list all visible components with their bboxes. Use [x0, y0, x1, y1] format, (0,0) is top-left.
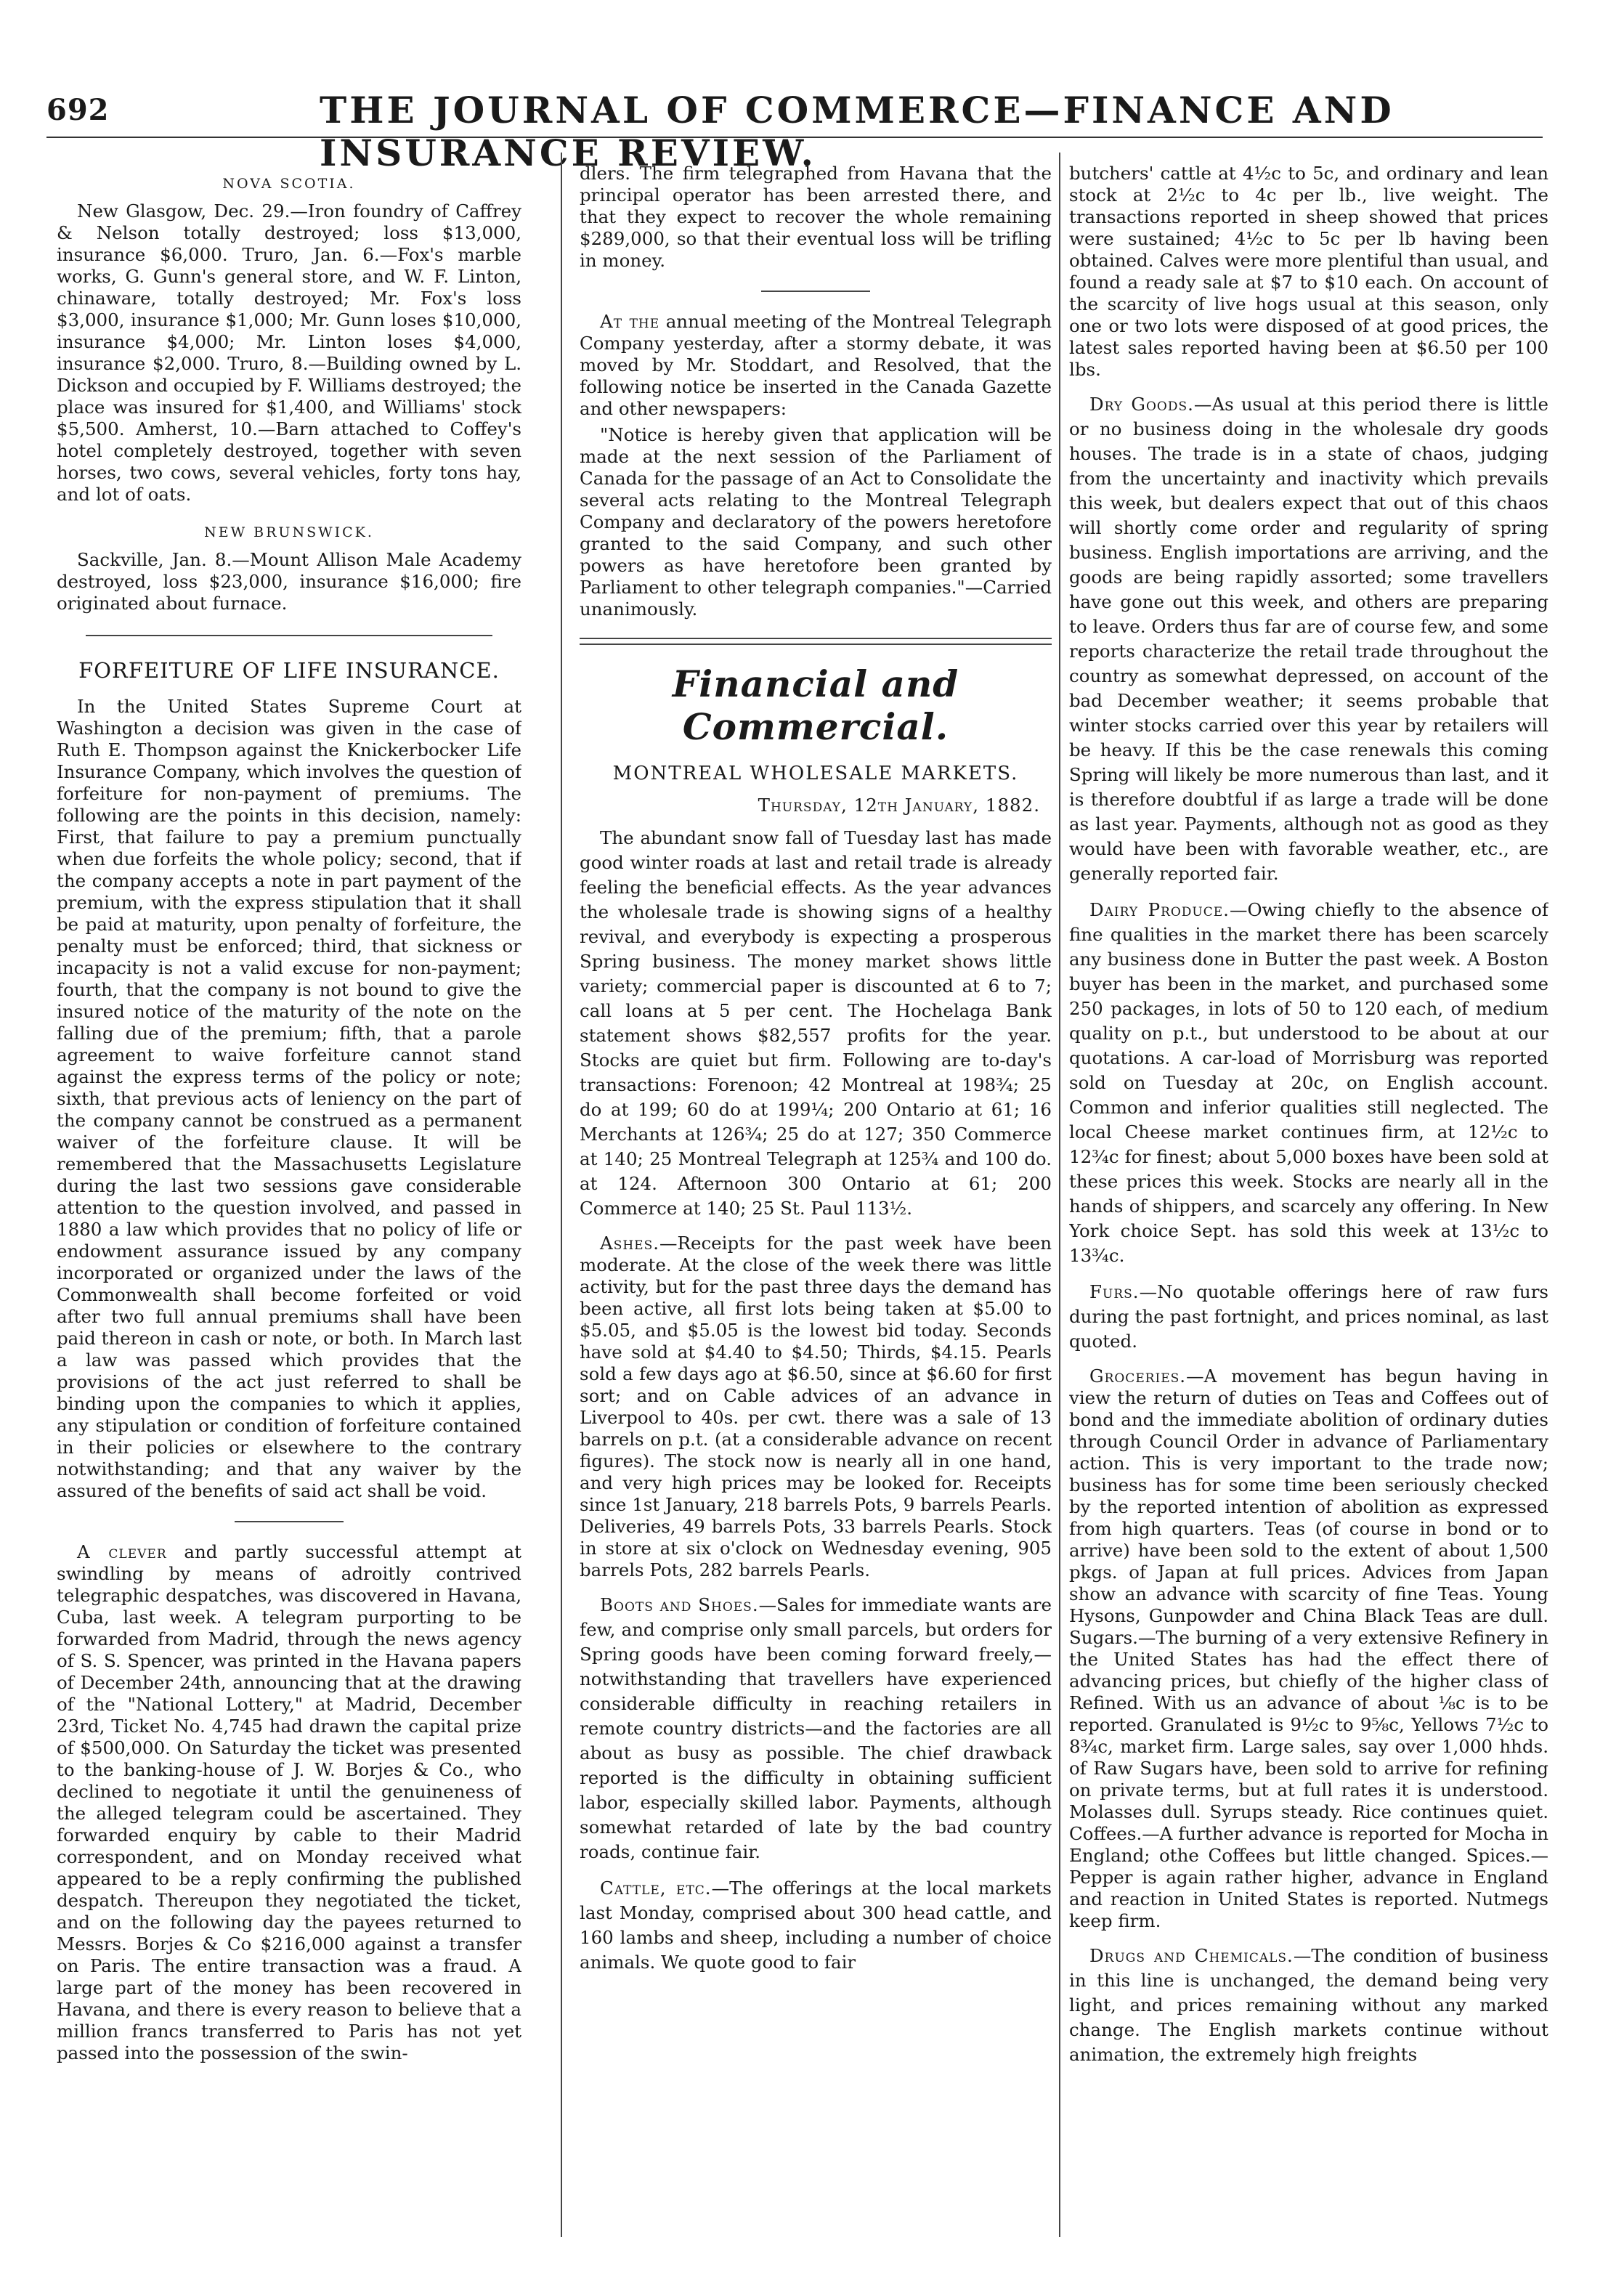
report-text: —Owing chiefly to the absence of fine qualities in the market there has been scarcely any business done in Butter the past week. A Boston buyer has been in the market, and purchased some 250 packages, in lots of 50 to 120 each, of medium quality on p.t., but understood to be about at our quotations. A car-load of Morrisburg was reported sold on Tuesday at 20c, on English account. Common and inferior qualities still neglected. The local Cheese market continues firm, at 12½c to 12¾c for finest; about 5,000 boxes have been sold at these prices this week. Stocks are nearly all in the hands of shippers, and scarcely any offering. In New York choice Sept. has sold this week at 13½c to 13¾c.	[1069, 899, 1548, 1266]
article-lead: A clever	[77, 1541, 167, 1562]
telegraph-meeting-article	[580, 311, 1052, 420]
column-2	[580, 163, 1052, 1975]
forfeiture-heading: FORFEITURE OF LIFE INSURANCE.	[78, 658, 500, 683]
column-rule	[561, 153, 562, 2237]
drugs-chemicals-report	[1069, 1944, 1548, 2067]
report-text: —As usual at this period there is little or no business doing in the wholesale dry goods houses. The trade is in a state of chaos, judging from the uncertainty and inactivity which prevails this week, but dealers expect that out of this chaos will shortly come order and regularity of spring business. English importations are arriving, and the goods are being rapidly assorted; some travellers have gone out this week, and others are preparing to leave. Orders thus far are of course few, and some reports characterize the retail trade throughout the country as somewhat depressed, on account of the bad December weather; it seems probable that winter stocks carried over this year by retailers will be heavy. If this be the case renewals this coming Spring will likely be more numerous than last, and it is therefore doubtful if as large a trade will be done as last year. Payments, although not as good as they would have been with favorable weather, etc., are generally reported fair.	[1069, 394, 1548, 884]
report-lead: Groceries.	[1089, 1365, 1187, 1387]
markets-intro: The abundant snow fall of Tuesday last has made good winter roads at last and retail trade is already feeling the beneficial effects. As the year advances the wholesale trade is showing signs of a healthy revival, and everybody is expecting a prosperous Spring business. The money market shows little variety; commercial paper is discounted at 6 to 7; call loans at 5 per cent. The Hochelaga Bank statement shows $82,557 profits for the year. Stocks are quiet but firm. Following are to-day's transactions: Forenoon; 42 Montreal at 198¾; 25 do at 199; 60 do at 199¼; 200 Ontario at 61; 16 Merchants at 126¾; 25 do at 127; 350 Commerce at 140; 25 Montreal Telegraph at 125¾ and 100 do. at 124. Afternoon 300 Ontario at 61; 200 Commerce at 140; 25 St. Paul 113½.	[580, 827, 1052, 1219]
running-head: THE JOURNAL OF COMMERCE—FINANCE AND INSURANCE REVIEW.	[320, 89, 1394, 174]
section-divider	[761, 291, 870, 292]
section-heading-nova-scotia: NOVA SCOTIA.	[222, 176, 356, 192]
groceries-report	[1069, 1365, 1548, 1932]
report-lead: Furs.	[1089, 1281, 1140, 1302]
report-text: —A movement has begun having in view the return of duties on Teas and Coffees out of bond and the immediate abolition of ordinary duties through Council Order in advance of Parliamentary action. This is very important to the trade now; business has for some time been seriously checked by the reported intention of abolition as expressed from high quarters. Teas (of course in bond or to arrive) have been sold to the extent of about 1,500 pkgs. of Japan at full prices. Advices from Japan show an advance with scarcity of fine Teas. Young Hysons, Gunpowder and China Black Teas are dull. Sugars.—The burning of a very extensive Refinery in the United States has had the effect there of advancing prices, but chiefly of the higher class of Refined. With us an advance of about ⅛c is to be reported. Granulated is 9½c to 9⅝c, Yellows 7½c to 8¾c, market firm. Large sales, say over 1,000 hhds. of Raw Sugars have, been sold to arrive for refining on private terms, but at full rates it is understood. Molasses dull. Syrups steady. Rice continues quiet. Coffees.—A further advance is reported for Mocha in England; othe Coffees but little changed. Spices.—Pepper is again rather higher, advance in England and reaction in United States is reported. Nutmegs keep firm.	[1069, 1365, 1548, 1931]
section-double-rule	[580, 638, 1052, 645]
article-text: and partly successful attempt at swindling by means of adroitly contrived telegraphic despatches, was discovered in Havana, Cuba, last week. A telegram purporting to be forwarded from Madrid, through the news agency of S. S. Spencer, was printed in the Havana papers of December 24th, announcing that at the drawing of the "National Lottery," at Madrid, December 23rd, Ticket No. 4,745 had drawn the capital prize of $500,000. On Saturday the ticket was presented to the banking-house of J. W. Borjes & Co., who declined to negotiate it until the genuineness of the alleged telegram could be ascertained. They forwarded enquiry by cable to their Madrid correspondent, and on Monday received what appeared to be a reply confirming the published despatch. Thereupon they negotiated the ticket, and on the following day the payees returned to Messrs. Borjes & Co $216,000 against a transfer on Paris. The entire transaction was a fraud. A large part of the money has been recovered in Havana, and there is every reason to believe that a million francs transferred to Paris has not yet passed into the possession of the swin-	[57, 1541, 521, 2063]
report-lead: Ashes.	[600, 1233, 660, 1254]
report-lead: Boots and Shoes.	[600, 1594, 759, 1615]
forfeiture-article: In the United States Supreme Court at Washington a decision was given in the case of Ruth E. Thompson against the Knickerbocker Life Insurance Company, which involves the question of forfeiture for non-payment of premiums. The following are the points in this decision, namely: First, that failure to pay a premium punctually when due forfeits the whole policy; second, that if the company accepts a note in part payment of the premium, with the express stipulation that it shall be paid at maturity, upon penalty of forfeiture, the penalty must be enforced; third, that sickness or incapacity is not a valid excuse for non-payment; fourth, that the company is not bound to give the insured notice of the maturity of the note on the falling due of the premium; fifth, that a parole agreement to waive forfeiture cannot stand against the express terms of the policy or note; sixth, that previous acts of leniency on the part of the company cannot be construed as a permanent waiver of the forfeiture clause. It will be remembered that the Massachusetts Legislature during the last two sessions gave considerable attention to the question involved, and passed in 1880 a law which provides that no policy of life or endowment assurance issued by any company incorporated or organized under the laws of the Commonwealth shall become forfeited or void after two full annual premiums shall have been paid thereon in cash or note, or both. In March last a law was passed which provides that the provisions of the act just referred to shall be binding upon the companies to which it applies, any stipulation or condition of forfeiture contained in their policies or elsewhere to the contrary notwithstanding; and that any waiver by the assured of the benefits of said act shall be void.	[57, 696, 521, 1501]
telegraph-notice: "Notice is hereby given that application will be made at the next session of the Parliament of Canada for the passage of an Act to Consolidate the several acts relating to the Montreal Telegraph Company and declaratory of the powers heretofore granted to the said Company, and such other powers as have heretofore been granted by Parliament to other telegraph companies."—Carried unanimously.	[580, 424, 1052, 620]
report-lead: Cattle, etc.	[600, 1878, 712, 1899]
header-rule	[46, 137, 1543, 138]
section-divider	[86, 635, 492, 636]
section-divider	[235, 1521, 344, 1522]
report-text: —The condition of business in this line is unchanged, the demand being very light, and prices remaining without any marked change. The English markets continue without animation, the extremely high freights	[1069, 1945, 1548, 2065]
report-lead: Dry Goods.	[1089, 394, 1194, 415]
havana-swindle-article	[57, 1541, 521, 2064]
markets-date: Thursday, 12th January, 1882.	[758, 795, 1040, 816]
dry-goods-report	[1069, 392, 1548, 886]
report-lead: Drugs and Chemicals.	[1089, 1945, 1294, 1966]
report-text: —Receipts for the past week have been moderate. At the close of the week there was little activity, but for the past three days the demand has been active, all first lots being taken at $5.00 to $5.05, and $5.05 is the lowest bid today. Seconds have sold at $4.40 to $4.50; Thirds, $4.15. Pearls sold a few days ago at $6.50, since at $6.60 for first sort; and on Cable advices of an advance in Liverpool to 40s. per cwt. there was a sale of 13 barrels on p.t. (at a considerable advance on recent figures). The stock now is nearly all in one hand, and very high prices may be looked for. Receipts since 1st January, 218 barrels Pots, 9 barrels Pearls. Deliveries, 49 barrels Pots, 33 barrels Pearls. Stock in store at six o'clock on Wednesday evening, 905 barrels Pots, 282 barrels Pearls.	[580, 1233, 1052, 1580]
column-rule	[1059, 153, 1060, 2237]
new-brunswick-fires: Sackville, Jan. 8.—Mount Allison Male Academy destroyed, loss $23,000, insurance $16,000; fire originated about furnace.	[57, 549, 521, 614]
markets-heading: MONTREAL WHOLESALE MARKETS.	[612, 763, 1019, 784]
page-number: 692	[46, 93, 110, 127]
column-3	[1069, 163, 1548, 2067]
column-1	[57, 163, 521, 2064]
havana-swindle-continued: dlers. The firm telegraphed from Havana that the principal operator has been arrested there, and that they expect to recover the whole remaining $289,000, so that their eventual loss will be trifling in money.	[580, 163, 1052, 271]
article-text: annual meeting of the Montreal Telegraph Company yesterday, after a stormy debate, it was moved by Mr. Stoddart, and Resolved, that the following notice be inserted in the Canada Gazette and other newspapers:	[580, 311, 1052, 419]
dairy-produce-report	[1069, 898, 1548, 1268]
cattle-report	[580, 1876, 1052, 1975]
cattle-report-continued: butchers' cattle at 4½c to 5c, and ordinary and lean stock at 2½c to 4c per lb., live weight. The transactions reported in sheep showed that prices were sustained; 4½c to 5c per lb having been obtained. Calves were more plentiful than usual, and found a ready sale at $7 to $10 each. On account of the scarcity of live hogs usual at this season, only one or two lots were disposed of at good prices, the latest sales reported having been at $6.50 per 100 lbs.	[1069, 163, 1548, 380]
report-text: —No quotable offerings here of raw furs during the past fortnight, and prices nominal, as last quoted.	[1069, 1281, 1548, 1352]
report-text: —Sales for immediate wants are few, and comprise only small parcels, but orders for Spring goods have been coming forward freely,—notwithstanding that travellers have experienced considerable difficulty in reaching retailers in remote country districts—and the factories are all about as busy as possible. The chief drawback reported is the difficulty in obtaining sufficient labor, especially skilled labor. Payments, although somewhat retarded of late by the bad country roads, continue fair.	[580, 1594, 1052, 1862]
financial-commercial-title: Financial and Commercial.	[672, 662, 959, 748]
ashes-report	[580, 1233, 1052, 1581]
section-heading-new-brunswick: NEW BRUNSWICK.	[204, 524, 374, 540]
nova-scotia-fires: New Glasgow, Dec. 29.—Iron foundry of Caffrey & Nelson totally destroyed; loss $13,000, insurance $6,000. Truro, Jan. 6.—Fox's marble works, G. Gunn's general store, and W. F. Linton, chinaware, totally destroyed; Mr. Fox's loss $3,000, insurance $1,000; Mr. Gunn loses $10,000, insurance $4,000; Mr. Linton loses $4,000, insurance $2,000. Truro, 8.—Building owned by L. Dickson and occupied by F. Williams destroyed; the place was insured for $1,400, and Williams' stock $5,500. Amherst, 10.—Barn attached to Coffey's hotel completely destroyed, together with seven horses, two cows, several vehicles, forty tons hay, and lot of oats.	[57, 200, 521, 505]
article-lead: At the	[600, 311, 660, 332]
report-text: —The offerings at the local markets last Monday, comprised about 300 head cattle, and 160 lambs and sheep, including a number of choice animals. We quote good to fair	[580, 1878, 1052, 1973]
furs-report	[1069, 1280, 1548, 1354]
report-lead: Dairy Produce.	[1089, 899, 1230, 920]
boots-shoes-report	[580, 1593, 1052, 1864]
